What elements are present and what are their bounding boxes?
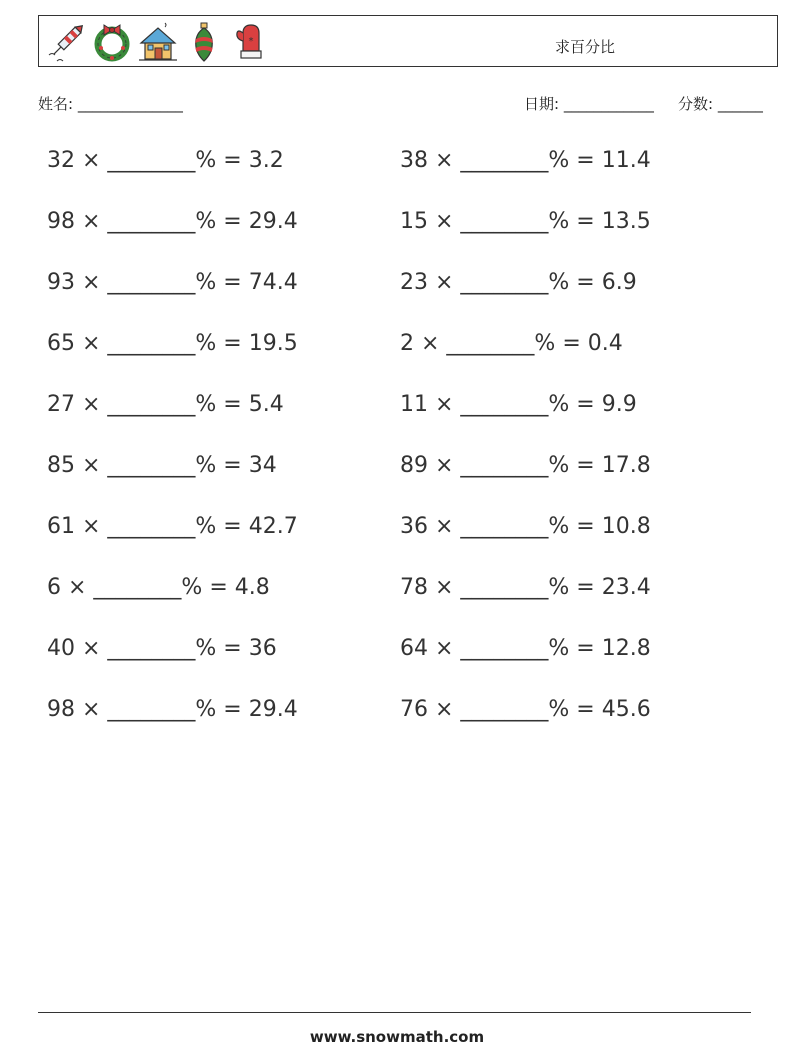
problem-item: 40 × ________% = 36 [47,636,277,661]
problem-item: 98 × ________% = 29.4 [47,209,298,234]
christmas-wreath-icon [91,21,133,63]
problem-item: 36 × ________% = 10.8 [400,514,651,539]
score-field-label: 分数: ______ [678,95,763,113]
worksheet-header [38,15,778,67]
problem-item: 78 × ________% = 23.4 [400,575,651,600]
problem-item: 15 × ________% = 13.5 [400,209,651,234]
problem-item: 98 × ________% = 29.4 [47,697,298,722]
problem-item: 6 × ________% = 4.8 [47,575,270,600]
problem-item: 61 × ________% = 42.7 [47,514,298,539]
problem-item: 65 × ________% = 19.5 [47,331,298,356]
problem-item: 11 × ________% = 9.9 [400,392,637,417]
mitten-icon [229,21,271,63]
problem-item: 38 × ________% = 11.4 [400,148,651,173]
decor-icons [45,21,271,63]
date-field-label: 日期: ____________ [524,95,654,113]
problem-item: 27 × ________% = 5.4 [47,392,284,417]
ornament-icon [183,21,225,63]
worksheet-title: 求百分比 [555,38,616,56]
footer-divider [38,1012,751,1013]
problem-item: 64 × ________% = 12.8 [400,636,651,661]
problem-item: 76 × ________% = 45.6 [400,697,651,722]
footer-website: www.snowmath.com [309,1028,485,1046]
firework-rocket-icon [45,21,87,63]
problem-item: 32 × ________% = 3.2 [47,148,284,173]
svg-text:*: * [248,36,254,47]
problem-item: 93 × ________% = 74.4 [47,270,298,295]
problem-item: 23 × ________% = 6.9 [400,270,637,295]
problem-item: 2 × ________% = 0.4 [400,331,623,356]
name-field-label: 姓名: ______________ [38,95,183,113]
snowy-house-icon [137,21,179,63]
problem-item: 89 × ________% = 17.8 [400,453,651,478]
problem-item: 85 × ________% = 34 [47,453,277,478]
